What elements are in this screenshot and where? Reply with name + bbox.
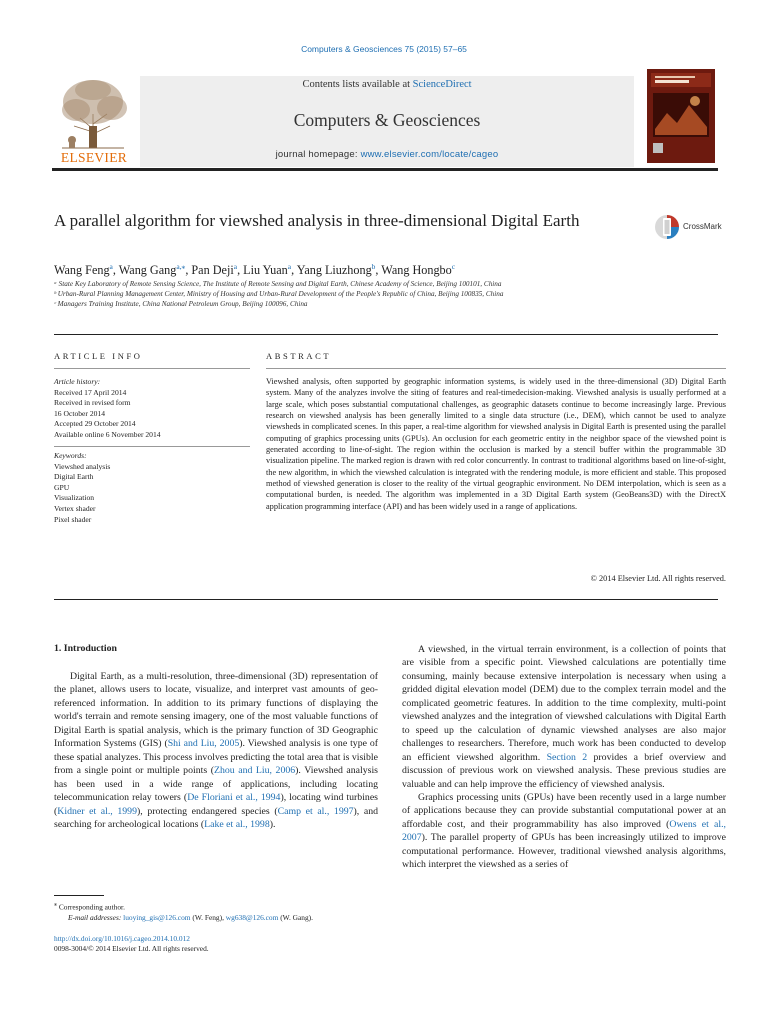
history-line: Received in revised form (54, 398, 131, 408)
history-line: Accepted 29 October 2014 (54, 419, 136, 429)
history-label: Article history: (54, 377, 101, 386)
text-run: A viewshed, in the virtual terrain environment, is a collection of points that are visible from a specific point. Viewshed calculations are potentially time consuming, mainly because extensive interpolation is necessary when using a gridded digital elevation model (DEM) due to the complex terrain model and the complicated geometric features. In addition to the time complexity, multi-point viewshed analyzes and the integration of viewshed calculations with Digital Earth to speed up the calculation of dynamic viewshed analyses are also major challenges to researchers. Therefore, much work has been conducted to develop an efficient viewshed algorithm. (402, 644, 726, 763)
journal-cover-image (647, 69, 715, 163)
citation-link[interactable]: Shi and Liu, 2005 (167, 738, 240, 750)
corresponding-author-footnote (54, 900, 384, 923)
text-run: Graphics processing units (GPUs) have been recently used in a large number of applications because they can provide substantial computational power at an affordable cost, and their programmability has also improved ( (402, 791, 726, 830)
affiliation-b: ᵇ Urban-Rural Planning Management Center, Ministry of Housing and Urban-Rural Development of the People's Republic of China, Beijing 100835, China (54, 290, 504, 298)
paragraph (402, 643, 726, 791)
author-name: Wang Hongbo (381, 263, 452, 278)
author-affiliation-marker[interactable]: a (233, 262, 238, 271)
footnote-text: Corresponding author. (57, 902, 125, 912)
text-run: ), locating wind turbines ( (54, 792, 378, 817)
contents-line (140, 79, 634, 90)
email-link[interactable]: wg638@126.com (225, 912, 279, 922)
paragraph (54, 670, 378, 831)
keywords (54, 451, 254, 525)
citation-link[interactable]: Kidner et al., 1999 (57, 805, 137, 817)
doi-link[interactable]: http://dx.doi.org/10.1016/j.cageo.2014.10.012 (54, 934, 190, 943)
email-label: E-mail addresses: (68, 912, 124, 922)
crossmark-label: CrossMark (683, 222, 722, 231)
citation-link[interactable]: Camp et al., 1997 (277, 805, 354, 817)
abstract-text: Viewshed analysis, often supported by geographic information systems, is widely used in the three-dimensional (3D) Digital Earth system. Many of the analyzes involve the siting of features and real-timedecision-making. Viewshed analysis is usually performed at a large scale, which poses substantial computational challenges, as geographic datasets continue to become increasingly large. Previous research on viewshed analysis has been generally limited to a single data structure (i.e., DEM), which cannot be used to analyze viewsheds in complicated scenes. In this paper, a real-time algorithm for viewshed analysis in Digital Earth is presented using the parallel computing of graphics processing units (GPUs). An occlusion for each geometric entity in the neighbor space of the viewshed point is generated according to line-of-sight. The region within the occlusion is marked by a stencil buffer within the programmable 3D visualization pipeline. The marked region is drawn with red color concurrently. In contrast to traditional algorithms based on line-of-sight, the new algorithm, in which the viewshed calculation is integrated with the rendering module, is more efficient and stable. This proposed method of viewshed generation is closer to the reality of the virtual geographic environment. No DEM interpolation, which is seen as a computational burden, is needed. The algorithm was implemented in a 3D Digital Earth system (GeoBeans3D) with the DirectX application programming interface (API) and has been widely used in a range of applications. (266, 377, 726, 511)
abstract-rule (266, 368, 726, 369)
history-line: Received 17 April 2014 (54, 387, 127, 397)
sciencedirect-link[interactable]: ScienceDirect (412, 79, 472, 90)
citation-link[interactable]: De Floriani et al., 1994 (187, 792, 281, 804)
text-run: ), protecting endangered species ( (136, 805, 278, 817)
homepage-prefix: journal homepage: (275, 149, 361, 160)
article-info-rule (54, 368, 250, 369)
section-link[interactable]: Section 2 (546, 751, 588, 763)
homepage-link[interactable]: www.elsevier.com/locate/cageo (360, 149, 499, 160)
keyword: GPU (54, 482, 70, 492)
history-line: Available online 6 November 2014 (54, 429, 161, 439)
article-history (54, 377, 254, 441)
section-heading-introduction: 1. Introduction (54, 643, 117, 654)
keyword: Vertex shader (54, 503, 96, 513)
keyword: Digital Earth (54, 472, 94, 482)
article-info-heading: ARTICLE INFO (54, 351, 143, 361)
keyword: Visualization (54, 493, 95, 503)
author-name: Pan Deji (191, 263, 234, 278)
footnote-star: ⁎ (54, 902, 57, 908)
history-line: 16 October 2014 (54, 408, 106, 418)
email-link[interactable]: luoying_gis@126.com (123, 912, 191, 922)
journal-banner (140, 76, 634, 167)
author-separator: , (237, 263, 244, 278)
email-owner: (W. Gang). (278, 912, 313, 922)
author-separator: , (291, 263, 297, 278)
author-affiliation-marker[interactable]: a (287, 262, 292, 271)
affiliation-a: ᵃ State Key Laboratory of Remote Sensing Science, The Institute of Remote Sensing and Digital Earth, Chinese Academy of Science, Beijing 100101, China (54, 280, 502, 288)
history-rule (54, 446, 250, 447)
author-affiliation-marker[interactable]: c (451, 262, 456, 271)
author-name: Liu Yuan (243, 263, 288, 278)
author-separator: , (375, 263, 382, 278)
author-separator: , (112, 263, 119, 278)
footnote-rule (54, 895, 104, 896)
citation-link[interactable]: Lake et al., 1998 (204, 818, 270, 830)
affiliation-rule (54, 334, 718, 335)
crossmark-badge[interactable] (654, 212, 744, 242)
author-name: Wang Feng (54, 263, 110, 278)
keyword: Viewshed analysis (54, 461, 111, 471)
paragraph (402, 791, 726, 872)
author-affiliation-marker[interactable]: a (109, 262, 113, 271)
keyword: Pixel shader (54, 514, 92, 524)
text-run: Digital Earth, as a multi-resolution, three-dimensional (3D) representation of the planet, allows users to locate, visualize, and interpret vast amounts of geo-referenced information. In addition to its primary functions of displaying the world's terrain and remote sensing imagery, one of the most valuable functions of Digital Earth is spatial analysis, which is the primary function of 3D Geographic Information Systems (GIS) ( (54, 671, 378, 750)
body-left-column (54, 670, 378, 831)
author-affiliation-marker[interactable]: b (371, 262, 376, 271)
journal-name: Computers & Geosciences (293, 110, 481, 130)
citation-link[interactable]: Zhou and Liu, 2006 (213, 765, 296, 777)
article-title: A parallel algorithm for viewshed analysis in three-dimensional Digital Earth (54, 211, 580, 230)
text-run: ). The parallel property of GPUs has been increasingly utilized to improve computational performance. However, traditional viewshed analysis algorithms, which interpret the viewshed as a series of (402, 832, 726, 871)
abstract-copyright: © 2014 Elsevier Ltd. All rights reserved. (590, 574, 726, 583)
author-list (54, 262, 714, 278)
author-separator: , (185, 263, 192, 278)
author-affiliation-marker[interactable]: a,⁎ (176, 262, 186, 271)
email-owner: (W. Feng), (190, 912, 226, 922)
doi-block (54, 934, 384, 955)
text-run: ). Viewshed analysis has been used in a wide range of applications, including locating telecommunication relay towers ( (54, 765, 378, 804)
journal-homepage (140, 149, 634, 160)
body-right-column (402, 643, 726, 872)
author-name: Wang Gang (118, 263, 177, 278)
citation-link[interactable]: Owens et al., 2007 (402, 818, 726, 844)
contents-prefix: Contents lists available at (302, 79, 413, 90)
abstract-heading: ABSTRACT (266, 351, 332, 361)
journal-reference[interactable]: Computers & Geosciences 75 (2015) 57–65 (301, 44, 467, 54)
text-run: ), and searching for archeological locations ( (54, 805, 378, 830)
issn-line: 0098-3004/© 2014 Elsevier Ltd. All rights reserved. (54, 944, 209, 954)
keywords-label: Keywords: (54, 451, 87, 460)
elsevier-wordmark: ELSEVIER (60, 150, 128, 165)
affiliation-c: ᶜ Managers Training Institute, China National Petroleum Group, Beijing 100096, China (54, 300, 308, 308)
header-rule (52, 168, 718, 171)
crossmark-icon (654, 212, 680, 242)
author-name: Yang Liuzhong (296, 263, 372, 278)
text-run: provides a brief overview and discussion of previous work on viewshed analysis. These previous studies are valuable and can help improve the efficiency of viewshed analysis. (402, 751, 727, 790)
text-run: ). Viewshed analysis is one type of these spatial analyzes. This process involves predicting the total area that is visible from a single point or multiple points ( (54, 738, 378, 777)
abstract-bottom-rule (54, 599, 718, 600)
text-run: ). (269, 818, 276, 830)
